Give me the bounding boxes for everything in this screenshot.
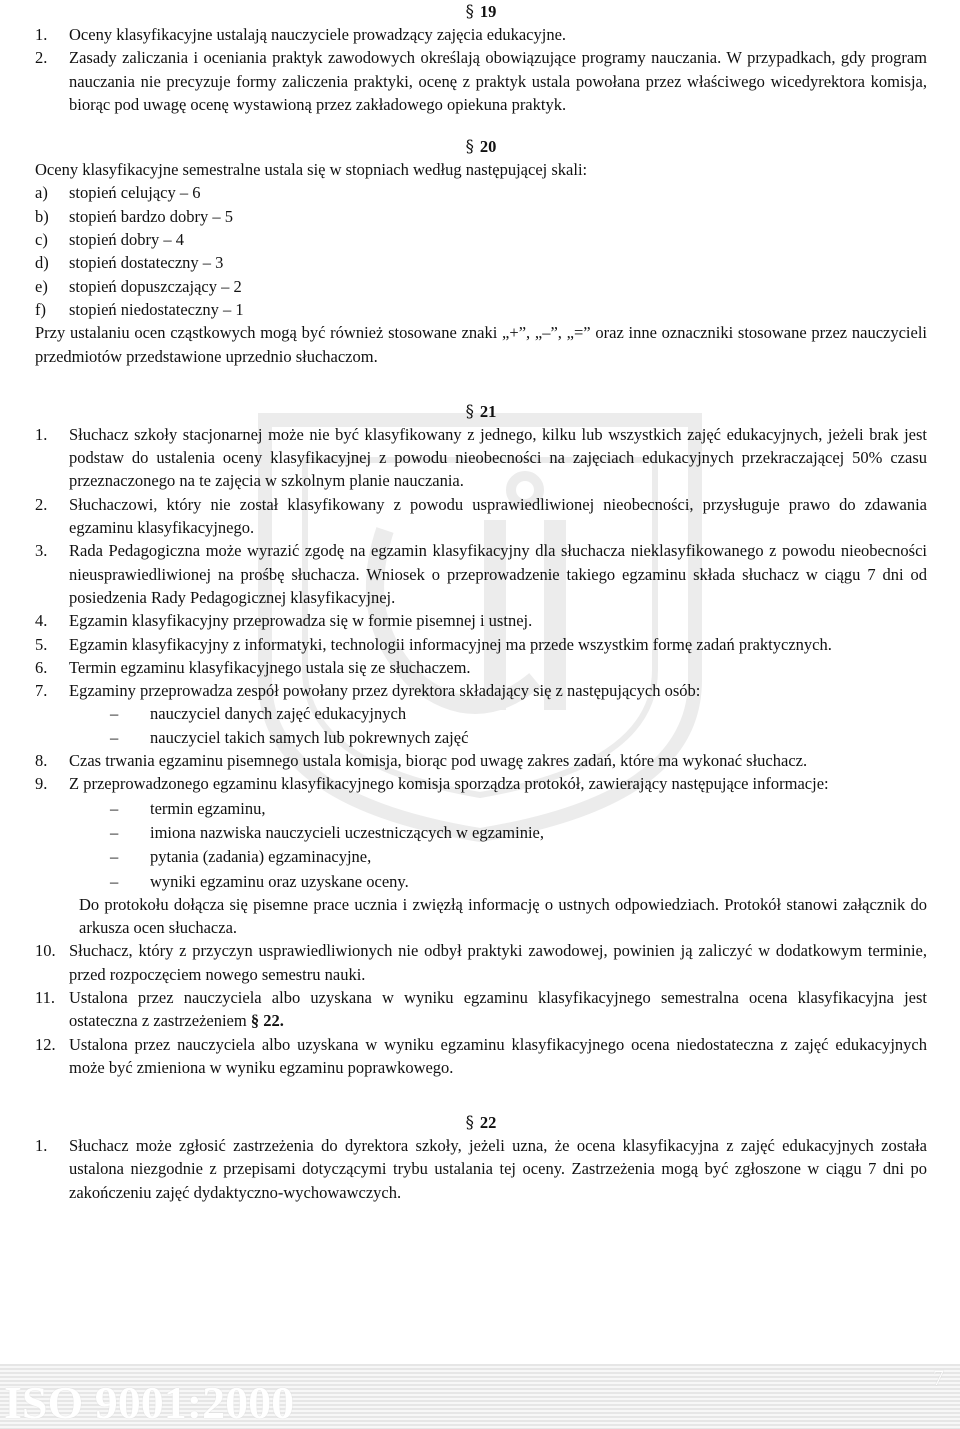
item-text: Ustalona przez nauczyciela albo uzyskana w wyniku egzaminu klasyfikacyjnego ocena niedostateczna z zajęć edukacyjnych może być zmieniona w wyniku egzaminu poprawkowego.	[69, 1034, 927, 1077]
section-number: 19	[479, 2, 497, 21]
s21-item-6	[35, 656, 927, 679]
item9-note: Do protokołu dołącza się pisemne prace ucznia i zwięzłą informację o ustnych odpowiedziach. Protokół stanowi załącznik do arkusza ocen słuchacza.	[79, 894, 927, 938]
item-text: Z przeprowadzonego egzaminu klasyfikacyjnego komisja sporządza protokół, zawierający następujące informacje:	[69, 774, 829, 794]
item-number: 2.	[35, 48, 48, 68]
item9-dash-2	[110, 821, 927, 844]
item7-dash-2	[110, 726, 927, 749]
grade-letter: d)	[35, 253, 49, 273]
item-text: Czas trwania egzaminu pisemnego ustala komisja, biorąc pod uwagę zakres zadań, które ma wykonać słuchacz.	[69, 751, 808, 771]
item-number: 12.	[35, 1034, 56, 1054]
dash-text: nauczyciel danych zajęć edukacyjnych	[150, 704, 407, 724]
item-text: Termin egzaminu klasyfikacyjnego ustala się ze słuchaczem.	[69, 657, 471, 677]
s21-item-4	[35, 609, 927, 632]
grade-letter: f)	[35, 299, 46, 319]
grade-a	[35, 181, 927, 204]
section-sign: §	[465, 1113, 474, 1133]
grade-c	[35, 228, 927, 251]
item-number: 1.	[35, 25, 48, 44]
item-text: Słuchacz szkoły stacjonarnej może nie być klasyfikowany z jednego, kilku lub wszystkich zajęć edukacyjnych, jeżeli brak jest podstaw do ustalenia oceny klasyfikacyjnej z powodu nieobecności na zajęciach edukacyjnych przekraczającej 50% czasu przeznaczonego na te zajęcia w szkolnym planie nauczania.	[69, 424, 927, 491]
s19-item-1	[35, 23, 927, 46]
section-22-heading	[35, 1111, 927, 1134]
item7-dash-1	[110, 702, 927, 725]
s21-item-3	[35, 539, 927, 609]
dash-text: termin egzaminu,	[150, 798, 266, 818]
section-sign: §	[250, 1011, 260, 1031]
dash-text: nauczyciel takich samych lub pokrewnych zajęć	[150, 727, 469, 747]
item-text: Egzaminy przeprowadza zespół powołany przez dyrektora składający się z następujących osób:	[69, 681, 701, 701]
s21-item-7	[35, 679, 927, 702]
grade-text: stopień dopuszczający – 2	[69, 276, 242, 296]
grade-e	[35, 275, 927, 298]
section-21-heading	[35, 400, 927, 423]
page-number: 7	[933, 1365, 944, 1390]
s21-item-9	[35, 772, 927, 795]
grade-letter: a)	[35, 183, 48, 203]
section-19-heading	[35, 0, 927, 23]
s21-item-11	[35, 986, 927, 1033]
item9-dash-4	[110, 870, 927, 893]
grade-letter: e)	[35, 276, 48, 296]
grade-b	[35, 205, 927, 228]
item-number: 6.	[35, 657, 48, 677]
item-number: 1.	[35, 1136, 48, 1156]
s21-item-8	[35, 749, 927, 772]
grade-letter: c)	[35, 230, 48, 250]
grade-text: stopień niedostateczny – 1	[69, 299, 244, 319]
s21-item-5	[35, 633, 927, 656]
item-number: 8.	[35, 751, 48, 771]
item-text: Ustalona przez nauczyciela albo uzyskana w wyniku egzaminu klasyfikacyjnego semestralna ocena klasyfikacyjna jest ostateczna z zastrzeżeniem	[69, 987, 927, 1031]
grade-text: stopień dostateczny – 3	[69, 253, 224, 273]
dash-text: wyniki egzaminu oraz uzyskane oceny.	[150, 871, 409, 891]
dash-bullet: –	[110, 704, 119, 724]
item-number: 10.	[35, 941, 56, 961]
item-number: 2.	[35, 494, 48, 514]
dash-bullet: –	[110, 871, 119, 891]
section-number: 21	[479, 401, 497, 421]
grade-text: stopień dobry – 4	[69, 230, 185, 250]
grade-text: stopień celujący – 6	[69, 183, 201, 203]
grade-f	[35, 298, 927, 321]
grade-letter: b)	[35, 206, 49, 226]
dash-text: pytania (zadania) egzaminacyjne,	[150, 847, 372, 867]
item-text: Oceny klasyfikacyjne ustalają nauczyciele prowadzący zajęcia edukacyjne.	[69, 25, 567, 44]
item-number: 5.	[35, 634, 48, 654]
document-body	[35, 0, 927, 1204]
section-number: 22	[479, 1113, 497, 1133]
s22-item-1	[35, 1134, 927, 1204]
item-text: Rada Pedagogiczna może wyrazić zgodę na egzamin klasyfikacyjny dla słuchacza nieklasyfikowanego z powodu nieobecności nieusprawiedliwionej na prośbę słuchacza. Wniosek o przeprowadzenie takiego egzaminu składa słuchacz w ciągu 7 dni od posiedzenia Rady Pedagogicznej klasyfikacyjnej.	[69, 541, 927, 607]
s21-item-12	[35, 1033, 927, 1080]
iso-certification-mark: ISO 9001:2000	[4, 1377, 295, 1428]
item-number: 11.	[35, 987, 56, 1007]
section-number: 20	[479, 137, 497, 157]
s21-item-2	[35, 493, 927, 540]
s20-outro: Przy ustalaniu ocen cząstkowych mogą być również stosowane znaki „+”, „–”, „=” oraz inne oznaczniki stosowane przez nauczycieli przedmiotów przedstawione uprzednio słuchaczom.	[35, 323, 927, 366]
section-reference: 22.	[263, 1011, 284, 1031]
item9-dash-3	[110, 845, 927, 868]
item-text: Słuchaczowi, który nie został klasyfikowany z powodu usprawiedliwionej nieobecności, przysługuje prawo do zdawania egzaminu klasyfikacyjnego.	[69, 494, 927, 538]
item-text: Słuchacz, który z przyczyn usprawiedliwionych nie odbył praktyki zawodowej, powinien ją zaliczyć w dodatkowym terminie, przed rozpoczęciem nowego semestru nauki.	[69, 941, 927, 984]
s19-item-2	[35, 46, 927, 116]
item-text: Zasady zaliczania i oceniania praktyk zawodowych określają obowiązujące programy nauczania. W przypadkach, gdy program nauczania nie precyzuje formy zaliczenia praktyki, ocenę z praktyk ustala powołana przez właściwego wicedyrektora komisja, biorąc pod uwagę ocenę wystawioną przez zakładowego opiekuna praktyk.	[69, 48, 927, 114]
item-text-container	[69, 986, 927, 1033]
section-sign: §	[465, 137, 474, 157]
dash-bullet: –	[110, 822, 119, 842]
dash-bullet: –	[110, 847, 119, 867]
item9-dash-1	[110, 797, 927, 820]
s20-intro: Oceny klasyfikacyjne semestralne ustala się w stopniach według następującej skali:	[35, 160, 588, 180]
section-sign: §	[465, 401, 474, 421]
grade-text: stopień bardzo dobry – 5	[69, 206, 234, 226]
item-text: Egzamin klasyfikacyjny z informatyki, technologii informacyjnej ma przede wszystkim formę zadań praktycznych.	[69, 634, 832, 654]
item-number: 3.	[35, 541, 48, 561]
section-20-heading	[35, 135, 927, 158]
section-sign: §	[465, 2, 474, 21]
item-number: 9.	[35, 774, 48, 794]
dash-bullet: –	[110, 727, 119, 747]
s21-item-10	[35, 939, 927, 986]
item-text: Egzamin klasyfikacyjny przeprowadza się w formie pisemnej i ustnej.	[69, 611, 533, 631]
item-number: 7.	[35, 681, 48, 701]
item-number: 4.	[35, 611, 48, 631]
grade-d	[35, 251, 927, 274]
s21-item-1	[35, 423, 927, 493]
item-number: 1.	[35, 424, 48, 444]
dash-bullet: –	[110, 798, 119, 818]
dash-text: imiona nazwiska nauczycieli uczestniczących w egzaminie,	[150, 822, 544, 842]
item-text: Słuchacz może zgłosić zastrzeżenia do dyrektora szkoły, jeżeli uzna, że ocena klasyfikacyjna z zajęć edukacyjnych została ustalona niezgodnie z przepisami dotyczącymi trybu ustalania tej oceny. Zastrzeżenia mogą być zgłoszone w ciągu 7 dni po zakończeniu zajęć dydaktyczno-wychowawczych.	[69, 1136, 927, 1202]
